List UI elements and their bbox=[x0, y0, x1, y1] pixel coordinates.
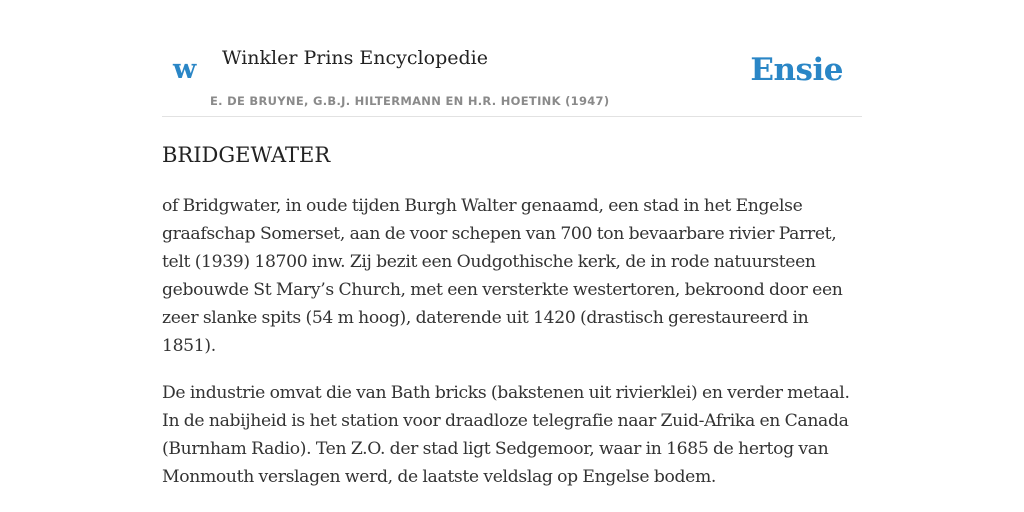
book-authors: E. DE BRUYNE, G.B.J. HILTERMANN EN H.R. HOETINK (1947) bbox=[210, 94, 610, 108]
entry-paragraph: of Bridgwater, in oude tijden Burgh Walter genaamd, een stad in het Engelse graafschap Somerset, aan de voor schepen van 700 ton bevaarbare rivier Parret, telt (1939) 18700 inw. Zij bezit een Oudgothische kerk, de in rode natuursteen gebouwde St Mary’s Church, met een versterkte westertoren, bekroond door een zeer slanke spits (54 m hoog), daterende uit 1420 (drastisch gerestaureerd in 1851). bbox=[162, 196, 843, 356]
entry-title: BRIDGEWATER bbox=[162, 143, 331, 167]
page bbox=[162, 0, 862, 512]
book-title[interactable]: Winkler Prins Encyclopedie bbox=[222, 47, 488, 69]
winkler-prins-logo[interactable]: w bbox=[173, 54, 197, 85]
header bbox=[162, 0, 862, 117]
ensie-logo[interactable]: Ensie bbox=[750, 52, 843, 88]
entry-paragraph: De industrie omvat die van Bath bricks (bakstenen uit rivierklei) en verder metaal. In de nabijheid is het station voor draadloze telegrafie naar Zuid-Afrika en Canada (Burnham Radio). Ten Z.O. der stad ligt Sedgemoor, waar in 1685 de hertog van Monmouth verslagen werd, de laatste veldslag op Engelse bodem. bbox=[162, 383, 850, 487]
